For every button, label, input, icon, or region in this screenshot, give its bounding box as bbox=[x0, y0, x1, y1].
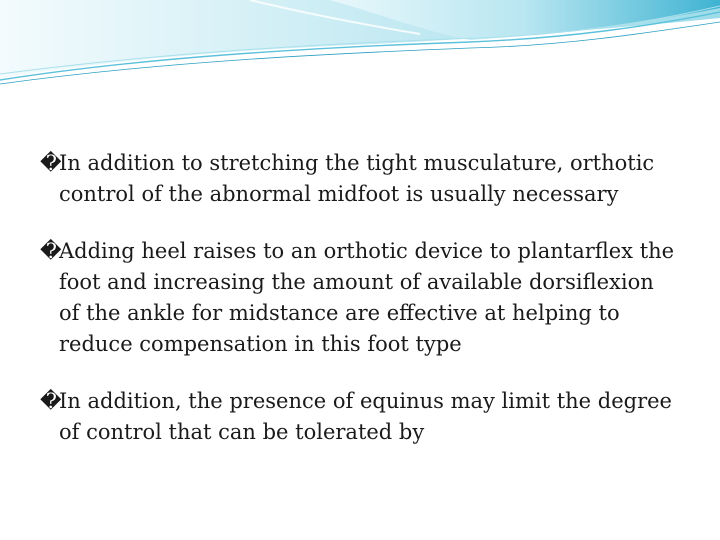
bullet-list bbox=[40, 148, 680, 474]
bullet-glyph-icon: � bbox=[40, 389, 62, 413]
bullet-glyph-icon: � bbox=[40, 151, 62, 175]
bullet-item bbox=[40, 148, 680, 210]
header-wave-decoration bbox=[0, 0, 720, 90]
bullet-text: Adding heel raises to an orthotic device to plantarflex the foot and increasing the amount of available dorsiflexion of the ankle for midstance are effective at helping to reduce compensation in this foot type bbox=[59, 239, 675, 356]
bullet-text: In addition to stretching the tight musculature, orthotic control of the abnormal midfoot is usually necessary bbox=[59, 151, 655, 206]
bullet-text: In addition, the presence of equinus may limit the degree of control that can be tolerated by bbox=[59, 389, 672, 444]
bullet-item bbox=[40, 236, 680, 360]
bullet-glyph-icon: � bbox=[40, 239, 62, 263]
bullet-item bbox=[40, 386, 680, 448]
